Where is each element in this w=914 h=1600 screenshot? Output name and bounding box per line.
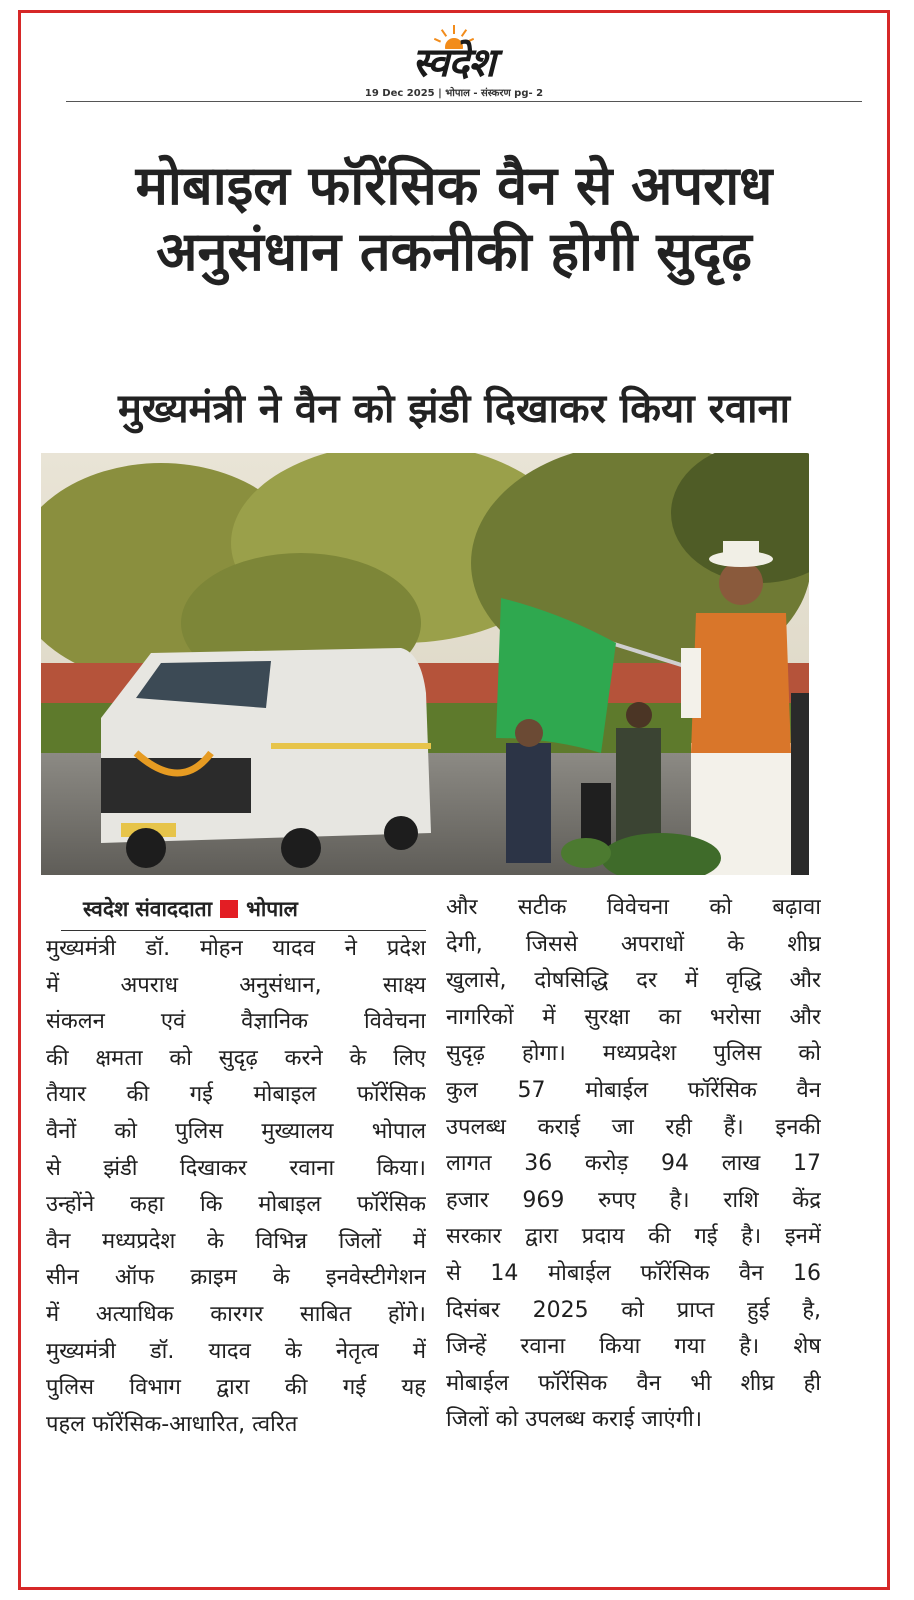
article-text-line: मुख्यमंत्री डॉ. यादव के नेतृत्व में (46, 1338, 426, 1364)
byline (83, 894, 413, 924)
article-text-line: मुख्यमंत्री डॉ. मोहन यादव ने प्रदेश (46, 936, 426, 961)
article-subheadline: मुख्यमंत्री ने वैन को झंडी दिखाकर किया रवाना (118, 386, 790, 432)
headline-line-2: अनुसंधान तकनीकी होगी सुदृढ़ (156, 220, 752, 283)
newspaper-logo (366, 25, 541, 87)
article-text-line: देगी, जिससे अपराधों के शीघ्र (446, 931, 821, 957)
article-text-line: में अपराध अनुसंधान, साक्ष्य (46, 972, 426, 998)
article-text-line: वैनों को पुलिस मुख्यालय भोपाल (46, 1118, 426, 1144)
article-text-line: कुल 57 मोबाईल फॉरेंसिक वैन (446, 1077, 821, 1103)
article-text-line: वैन मध्यप्रदेश के विभिन्न जिलों में (46, 1228, 426, 1254)
article-text-line: सरकार द्वारा प्रदाय की गई है। इनमें (446, 1224, 821, 1250)
article-text-line: तैयार की गई मोबाइल फॉरेंसिक (46, 1082, 426, 1108)
newspaper-clipping (18, 10, 890, 1590)
article-text-line: सुदृढ़ होगा। मध्यप्रदेश पुलिस को (446, 1041, 821, 1067)
article-text-line: उपलब्ध कराई जा रही हैं। इनकी (446, 1114, 821, 1140)
article-text-line: दिसंबर 2025 को प्राप्त हुई है, (446, 1297, 821, 1323)
article-text-line: खुलासे, दोषसिद्धि दर में वृद्धि और (446, 968, 821, 994)
article-column-right (446, 890, 821, 1439)
byline-place: भोपाल (246, 897, 298, 921)
article-text-line: लागत 36 करोड़ 94 लाख 17 (446, 1151, 821, 1177)
article-text-line: मोबाईल फॉरेंसिक वैन भी शीघ्र ही (446, 1370, 821, 1396)
article-column-left (46, 931, 426, 1443)
byline-reporter: स्वदेश संवाददाता (83, 897, 213, 921)
article-text-line: जिन्हें रवाना किया गया है। शेष (446, 1334, 821, 1360)
logo-wordmark: स्वदेश (412, 40, 495, 86)
article-text-line: संकलन एवं वैज्ञानिक विवेचना (46, 1009, 426, 1035)
article-text-line: से झंडी दिखाकर रवाना किया। (46, 1155, 426, 1181)
masthead (21, 13, 887, 108)
article-text-line: नागरिकों में सुरक्षा का भरोसा और (446, 1004, 821, 1030)
byline-separator-square (220, 900, 238, 918)
photo-chief-minister-flagging-off-van (41, 453, 809, 875)
article-headline (41, 153, 867, 285)
article-photo (41, 453, 809, 875)
article-text-line: उन्होंने कहा कि मोबाइल फॉरेंसिक (46, 1192, 426, 1218)
article-text-line: से 14 मोबाईल फॉरेंसिक वैन 16 (446, 1260, 821, 1286)
article-text-line: पुलिस विभाग द्वारा की गई यह (46, 1375, 426, 1401)
article-text-line: और सटीक विवेचना को बढ़ावा (446, 895, 821, 920)
article-text-line: हजार 969 रुपए है। राशि केंद्र (446, 1187, 821, 1213)
headline-line-1: मोबाइल फॉरेंसिक वैन से अपराध (135, 154, 773, 217)
article-text-line: जिलों को उपलब्ध कराई जाएंगी। (446, 1407, 703, 1433)
article-text-line: पहल फॉरेंसिक-आधारित, त्वरित (46, 1411, 298, 1437)
article-text-line: सीन ऑफ क्राइम के इनवेस्टीगेशन (46, 1265, 426, 1291)
article-text-line: की क्षमता को सुदृढ़ करने के लिए (46, 1045, 426, 1071)
masthead-divider (66, 101, 862, 102)
article-text-line: में अत्याधिक कारगर साबित होंगे। (46, 1301, 426, 1327)
edition-dateline: 19 Dec 2025 | भोपाल - संस्करण pg- 2 (364, 88, 544, 99)
